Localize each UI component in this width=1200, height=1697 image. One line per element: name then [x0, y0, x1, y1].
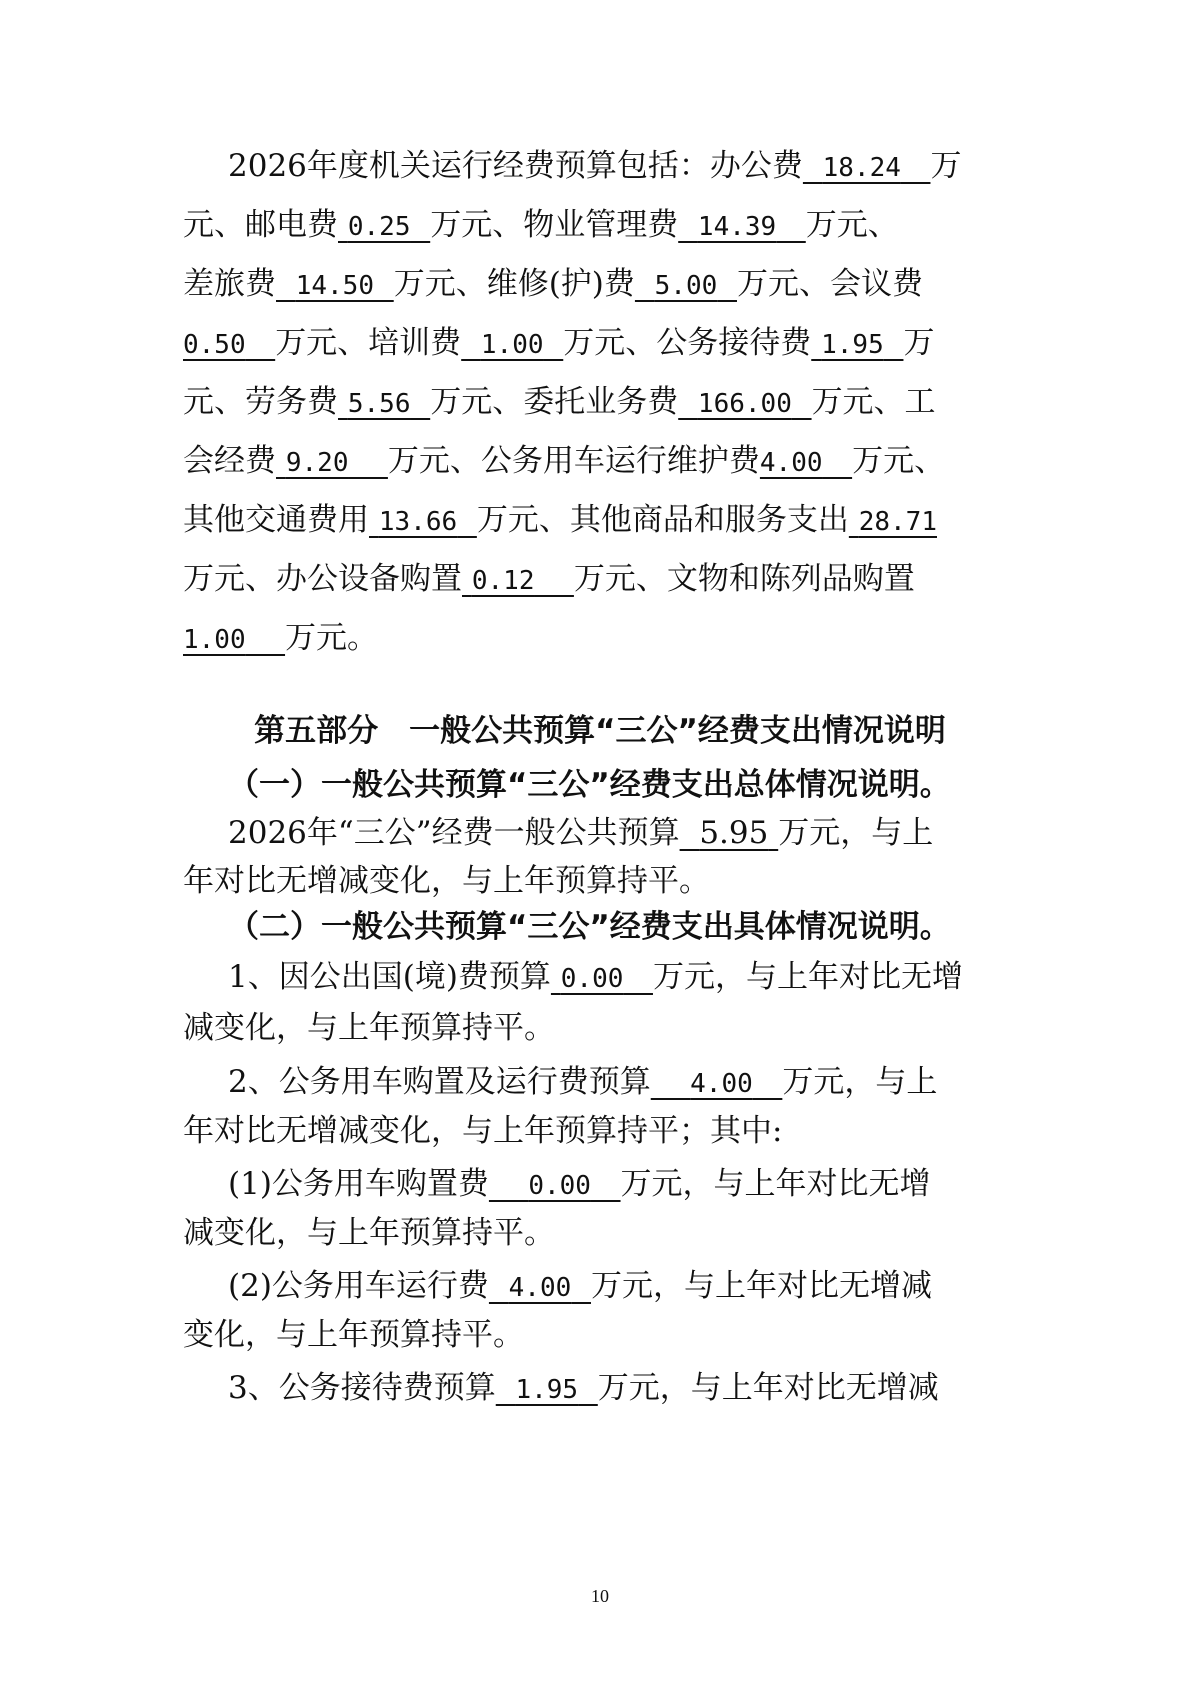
cultural-relics-value: 1.00	[183, 625, 246, 655]
labor-fee-value: 5.56	[347, 389, 411, 419]
office-equipment-value: 0.12	[471, 566, 535, 596]
para-line-9: 1.00 万元。	[183, 620, 379, 656]
item1-line-1: 1、因公出国(境)费预算 0.00 万元，与上年对比无增	[228, 959, 963, 995]
property-fee-value: 14.39	[697, 212, 777, 242]
commission-fee-value: 166.00	[697, 389, 792, 419]
page-number: 10	[591, 1586, 609, 1606]
para-line-1: 2026年度机关运行经费预算包括：办公费 18.24 万	[228, 148, 962, 184]
vehicle-total-value: 4.00	[690, 1069, 753, 1099]
training-fee-value: 1.00	[480, 330, 544, 360]
office-fee-value: 18.24	[822, 153, 901, 183]
other-transport-fee-value: 13.66	[378, 507, 458, 537]
section-title: 第五部分 一般公共预算“三公”经费支出情况说明	[254, 713, 946, 749]
para-line-2: 元、邮电费 0.25 万元、物业管理费 14.39 万元、	[183, 207, 899, 243]
para-line-4: 0.50 万元、培训费 1.00 万元、公务接待费 1.95 万	[183, 325, 935, 361]
total-line-1: 2026年“三公”经费一般公共预算 5.95 万元，与上	[228, 815, 934, 851]
item2b-line-1: (2)公务用车运行费 4.00 万元，与上年对比无增减	[228, 1268, 932, 1304]
reception-fee-value: 1.95	[821, 330, 884, 360]
subsection-2-title: （二）一般公共预算“三公”经费支出具体情况说明。	[228, 909, 951, 945]
total-line-2: 年对比无增减变化，与上年预算持平。	[183, 863, 710, 899]
maintenance-fee-value: 5.00	[654, 271, 718, 301]
item2-line-2: 年对比无增减变化，与上年预算持平；其中:	[183, 1113, 783, 1149]
para-line-3: 差旅费 14.50 万元、维修(护)费 5.00 万元、会议费	[183, 266, 923, 302]
item1-line-2: 减变化，与上年预算持平。	[183, 1010, 555, 1046]
other-goods-services-value: 28.71	[858, 507, 937, 537]
para-line-5: 元、劳务费 5.56 万元、委托业务费 166.00 万元、工	[183, 384, 936, 420]
reception-budget-value: 1.95	[515, 1375, 579, 1405]
item2-line-1: 2、公务用车购置及运行费预算 4.00 万元，与上	[228, 1064, 938, 1100]
meeting-fee-value: 0.50	[183, 330, 246, 360]
vehicle-purchase-value: 0.00	[528, 1171, 591, 1201]
item2a-line-2: 减变化，与上年预算持平。	[183, 1215, 555, 1251]
overseas-fee-value: 0.00	[560, 964, 624, 994]
item3-line-1: 3、公务接待费预算 1.95 万元，与上年对比无增减	[228, 1370, 939, 1406]
subsection-1-title: （一）一般公共预算“三公”经费支出总体情况说明。	[228, 767, 951, 803]
vehicle-operation-value: 4.00	[508, 1273, 572, 1303]
travel-fee-value: 14.50	[295, 271, 374, 301]
para-line-6: 会经费 9.20 万元、公务用车运行维护费4.00 万元、	[183, 443, 946, 479]
postal-fee-value: 0.25	[347, 212, 411, 242]
vehicle-maintenance-fee-value: 4.00	[759, 448, 823, 478]
para-line-8: 万元、办公设备购置 0.12 万元、文物和陈列品购置	[183, 561, 915, 597]
para-line-7: 其他交通费用 13.66 万元、其他商品和服务支出 28.71	[183, 502, 937, 538]
three-public-total-value: 5.95	[699, 815, 769, 851]
item2a-line-1: (1)公务用车购置费 0.00 万元，与上年对比无增	[228, 1166, 931, 1202]
union-fee-value: 9.20	[285, 448, 349, 478]
item2b-line-2: 变化，与上年预算持平。	[183, 1317, 524, 1353]
